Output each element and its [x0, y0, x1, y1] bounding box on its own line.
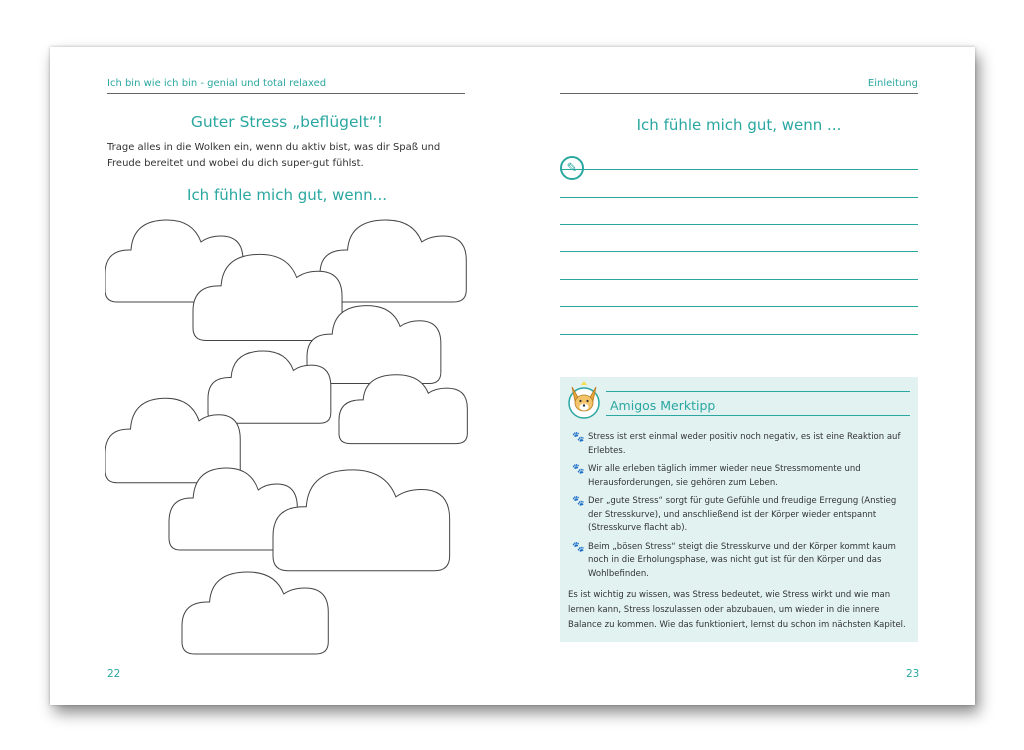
cloud-6[interactable]	[339, 375, 467, 444]
tip-title: Amigos Merktipp	[610, 398, 716, 413]
cloud-9[interactable]	[273, 470, 450, 571]
cloud-10[interactable]	[182, 572, 328, 654]
writing-line-7[interactable]	[560, 334, 918, 335]
paw-icon: 🐾	[572, 464, 585, 475]
left-page-subtitle: Ich fühle mich gut, wenn...	[187, 186, 387, 204]
right-running-head: Einleitung	[867, 78, 918, 89]
list-item: 🐾 Der „gute Stress“ sorgt für gute Gefühle und freudige Erregung (Anstieg der Stresskurve), und anschließend ist der Körper wieder entspannt (Stresskurve flacht ab).	[572, 496, 897, 533]
tip-rule-bottom	[606, 415, 910, 416]
left-header-rule	[107, 93, 465, 94]
left-intro-text: Trage alles in die Wolken ein, wenn du aktiv bist, was dir Spaß und Freude bereitet und wobei du dich super-gut fühlst.	[107, 142, 441, 169]
list-item: 🐾 Wir alle erleben täglich immer wieder neue Stressmomente und Herausforderungen, sie gehören zum Leben.	[572, 464, 861, 488]
tip-rule-top	[606, 391, 910, 392]
pencil-icon: ✎	[560, 156, 584, 180]
writing-line-6[interactable]	[560, 306, 918, 307]
dog-mascot-icon	[564, 379, 604, 419]
writing-line-5[interactable]	[560, 279, 918, 280]
right-page-number: 23	[906, 668, 920, 680]
right-page-title: Ich fühle mich gut, wenn ...	[636, 116, 842, 134]
writing-line-1[interactable]	[560, 169, 918, 170]
left-page-title: Guter Stress „beflügelt“!	[190, 113, 384, 131]
writing-line-3[interactable]	[560, 224, 918, 225]
list-item: 🐾 Beim „bösen Stress“ steigt die Stresskurve und der Körper kommt kaum noch in die Erholungsphase, was nicht gut ist für den Körper und das Wohlbefinden.	[572, 541, 896, 579]
writing-line-2[interactable]	[560, 197, 918, 198]
paw-icon: 🐾	[572, 541, 585, 553]
tip-list	[570, 431, 910, 586]
cloud-area	[105, 212, 470, 657]
tip-box	[560, 377, 918, 642]
left-page-number: 22	[107, 668, 121, 680]
tip-footer-text: Es ist wichtig zu wissen, was Stress bedeutet, wie Stress wirkt und wie man lernen kann, Stress loszulassen oder abzubauen, um wieder in die innere Balance zu kommen. Wie das funktioniert, lernst du schon im nächsten Kapitel.	[568, 590, 906, 630]
paw-icon: 🐾	[572, 496, 585, 507]
list-item: 🐾 Stress ist erst einmal weder positiv noch negativ, es ist eine Reaktion auf Erlebtes.	[572, 432, 901, 456]
writing-line-4[interactable]	[560, 251, 918, 252]
paw-icon: 🐾	[572, 432, 585, 443]
right-header-rule	[560, 93, 918, 94]
left-running-head: Ich bin wie ich bin - genial und total relaxed	[107, 78, 327, 89]
book-spread	[50, 47, 975, 705]
